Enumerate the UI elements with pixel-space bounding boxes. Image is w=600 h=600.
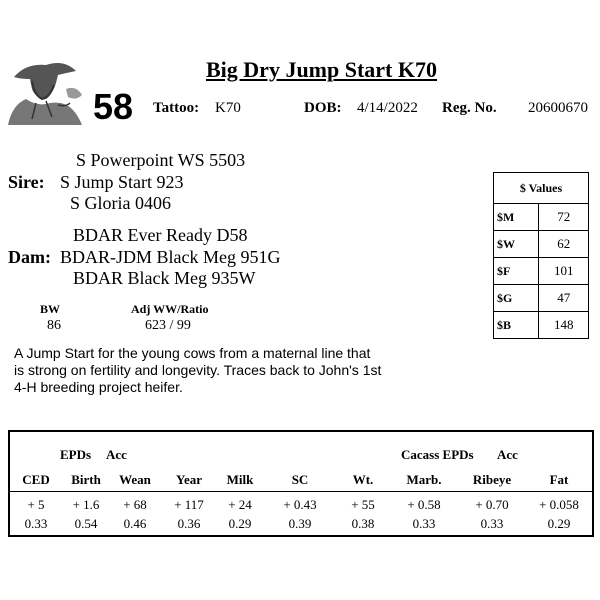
bw-label: BW	[40, 302, 61, 316]
index-value: 62	[539, 231, 589, 258]
epd-value: + 1.6	[72, 497, 100, 512]
dam-label: Dam:	[8, 247, 51, 267]
reg-label: Reg. No.	[442, 100, 497, 116]
epd-value: + 0.70	[475, 497, 509, 512]
tattoo-label: Tattoo:	[153, 100, 200, 116]
dob-value: 4/14/2022	[357, 100, 418, 116]
description: A Jump Start for the young cows from a maternal line that is strong on fertility and longevity. Traces back to John's 1st 4-H breeding project heifer.	[14, 345, 382, 395]
sire-sire: S Powerpoint WS 5503	[76, 150, 246, 170]
epd-column-header: Marb.	[406, 472, 442, 487]
epd-column-header: Wt.	[352, 472, 374, 487]
dob-label: DOB:	[304, 100, 342, 116]
epd-divider	[10, 491, 592, 492]
epd-column-header: Milk	[226, 472, 254, 487]
index-label: $G	[494, 285, 539, 312]
index-label: $M	[494, 204, 539, 231]
epd-column-header: CED	[22, 472, 50, 487]
table-row	[494, 285, 589, 312]
epd-accuracy: 0.46	[123, 516, 147, 531]
epd-value: + 24	[228, 497, 252, 512]
dam-name: BDAR-JDM Black Meg 951G	[60, 247, 281, 267]
epds-acc-label: Acc	[106, 447, 127, 462]
cowboy-logo-icon	[6, 55, 84, 125]
index-label: $W	[494, 231, 539, 258]
index-value: 148	[539, 312, 589, 339]
epd-value: + 0.43	[283, 497, 317, 512]
lot-number: 58	[93, 86, 134, 127]
epd-accuracy: 0.36	[177, 516, 201, 531]
epd-accuracy: 0.33	[24, 516, 48, 531]
epd-value: + 55	[351, 497, 375, 512]
epd-accuracy: 0.54	[74, 516, 98, 531]
carcass-acc-label: Acc	[497, 447, 518, 462]
adjww-value: 623 / 99	[145, 318, 191, 333]
epd-value: + 0.58	[407, 497, 441, 512]
reg-value: 20600670	[528, 100, 588, 116]
epd-accuracy: 0.39	[288, 516, 312, 531]
table-row	[494, 258, 589, 285]
epd-value: + 117	[174, 497, 204, 512]
epd-column-header: Ribeye	[472, 472, 512, 487]
animal-title: Big Dry Jump Start K70	[206, 57, 437, 82]
epd-column-header: Wean	[119, 472, 151, 487]
dam-dam: BDAR Black Meg 935W	[73, 268, 256, 288]
epd-column-header: Birth	[71, 472, 101, 487]
epds-group-label: EPDs	[60, 447, 92, 462]
epd-value: + 0.058	[539, 497, 579, 512]
epd-accuracy: 0.33	[480, 516, 504, 531]
dam-sire: BDAR Ever Ready D58	[73, 225, 248, 245]
epd-accuracy: 0.29	[228, 516, 252, 531]
bw-value: 86	[47, 318, 61, 333]
sire-name: S Jump Start 923	[60, 172, 184, 192]
epd-accuracy: 0.33	[412, 516, 436, 531]
index-value: 101	[539, 258, 589, 285]
tattoo-value: K70	[215, 100, 241, 116]
epd-value: + 68	[123, 497, 147, 512]
epd-accuracy: 0.38	[351, 516, 375, 531]
sire-dam: S Gloria 0406	[70, 193, 171, 213]
table-row	[494, 231, 589, 258]
dollar-values-header: $ Values	[494, 173, 589, 204]
index-value: 47	[539, 285, 589, 312]
epd-value: + 5	[27, 497, 45, 512]
dollar-values-table	[493, 172, 589, 339]
table-row	[494, 312, 589, 339]
table-row	[494, 204, 589, 231]
sire-label: Sire:	[8, 172, 45, 192]
epd-accuracy: 0.29	[547, 516, 571, 531]
epd-column-header: Year	[176, 472, 202, 487]
epd-column-header: Fat	[549, 472, 569, 487]
carcass-epds-label: Cacass EPDs	[401, 447, 474, 462]
index-label: $B	[494, 312, 539, 339]
index-label: $F	[494, 258, 539, 285]
index-value: 72	[539, 204, 589, 231]
epd-column-header: SC	[291, 472, 309, 487]
adjww-label: Adj WW/Ratio	[131, 302, 209, 316]
